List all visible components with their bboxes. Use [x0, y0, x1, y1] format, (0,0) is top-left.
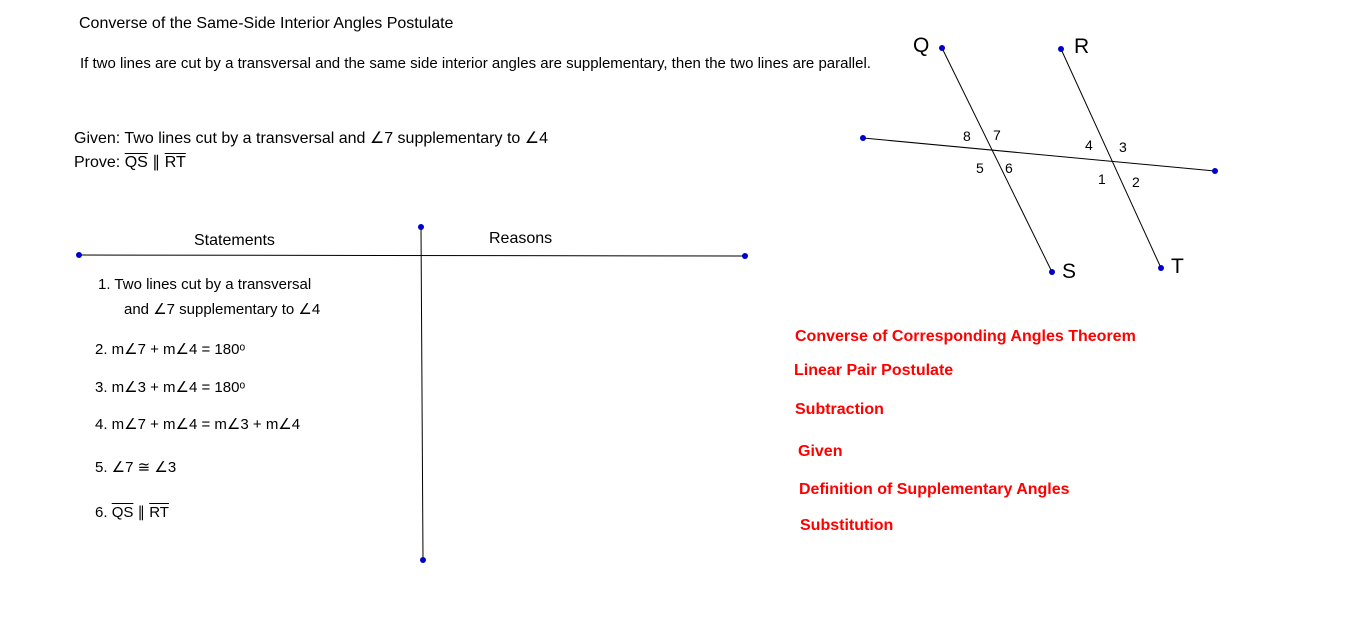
table-line-point-right[interactable]	[742, 253, 748, 259]
reason-converse-corresponding-angles[interactable]: Converse of Corresponding Angles Theorem	[795, 328, 1136, 345]
statement-6-segment-qs: $\overline{QS}$	[111, 504, 134, 521]
prove-segment-qs: $\overline{QS}$	[124, 154, 148, 171]
transversal-line	[863, 138, 1215, 171]
statement-1-line-2: and ∠7 supplementary to ∠4	[124, 301, 321, 318]
angle-label-8: 8	[963, 128, 971, 144]
angle-label-5: 5	[976, 160, 984, 176]
prove-label: Prove:	[74, 154, 121, 171]
reasons-header: Reasons	[489, 230, 553, 247]
statement-2: 2. m∠7 + m∠4 = 180ᵒ	[95, 341, 246, 358]
page-title: Converse of the Same-Side Interior Angles Postulate	[79, 15, 454, 32]
table-line-point-bottom[interactable]	[420, 557, 426, 563]
theorem-statement: If two lines are cut by a transversal and the same side interior angles are supplementary, then the two lines are parallel.	[80, 55, 871, 72]
reason-definition-supplementary[interactable]: Definition of Supplementary Angles	[799, 481, 1070, 498]
line-rt	[1061, 49, 1161, 268]
statement-6-segment-rt: $\overline{RT}$	[149, 504, 169, 521]
statement-6-parallel-symbol: ∥	[137, 504, 146, 521]
label-t: T	[1171, 255, 1184, 278]
given-text: Two lines cut by a transversal and ∠7 supplementary to ∠4	[124, 130, 548, 147]
point-q[interactable]	[939, 45, 945, 51]
transversal-point-left[interactable]	[860, 135, 866, 141]
prove-segment-rt: $\overline{RT}$	[164, 154, 186, 171]
label-r: R	[1074, 35, 1090, 58]
angle-label-4: 4	[1085, 137, 1093, 153]
statement-6-number: 6.	[95, 504, 108, 521]
point-t[interactable]	[1158, 265, 1164, 271]
statement-3: 3. m∠3 + m∠4 = 180ᵒ	[95, 379, 246, 396]
point-s[interactable]	[1049, 269, 1055, 275]
statement-4: 4. m∠7 + m∠4 = m∠3 + m∠4	[95, 416, 301, 433]
prove-parallel-symbol: ∥	[152, 154, 161, 171]
angle-label-2: 2	[1132, 174, 1140, 190]
transversal-point-right[interactable]	[1212, 168, 1218, 174]
table-vertical-line	[421, 227, 423, 560]
table-horizontal-line	[79, 255, 745, 256]
angle-label-3: 3	[1119, 139, 1127, 155]
statement-1-line-1: 1. Two lines cut by a transversal	[98, 276, 312, 293]
angle-label-1: 1	[1098, 171, 1106, 187]
given-label: Given:	[74, 130, 121, 147]
statements-header: Statements	[194, 232, 275, 249]
reason-given[interactable]: Given	[798, 443, 843, 460]
table-line-point-top[interactable]	[418, 224, 424, 230]
reason-linear-pair-postulate[interactable]: Linear Pair Postulate	[794, 362, 954, 379]
label-q: Q	[913, 34, 930, 57]
reason-substitution[interactable]: Substitution	[800, 517, 894, 534]
angle-label-6: 6	[1005, 160, 1013, 176]
angle-label-7: 7	[993, 127, 1001, 143]
statement-5: 5. ∠7 ≅ ∠3	[95, 459, 177, 476]
line-qs	[942, 48, 1052, 272]
point-r[interactable]	[1058, 46, 1064, 52]
reason-subtraction[interactable]: Subtraction	[795, 401, 884, 418]
label-s: S	[1062, 260, 1077, 283]
table-line-point-left[interactable]	[76, 252, 82, 258]
